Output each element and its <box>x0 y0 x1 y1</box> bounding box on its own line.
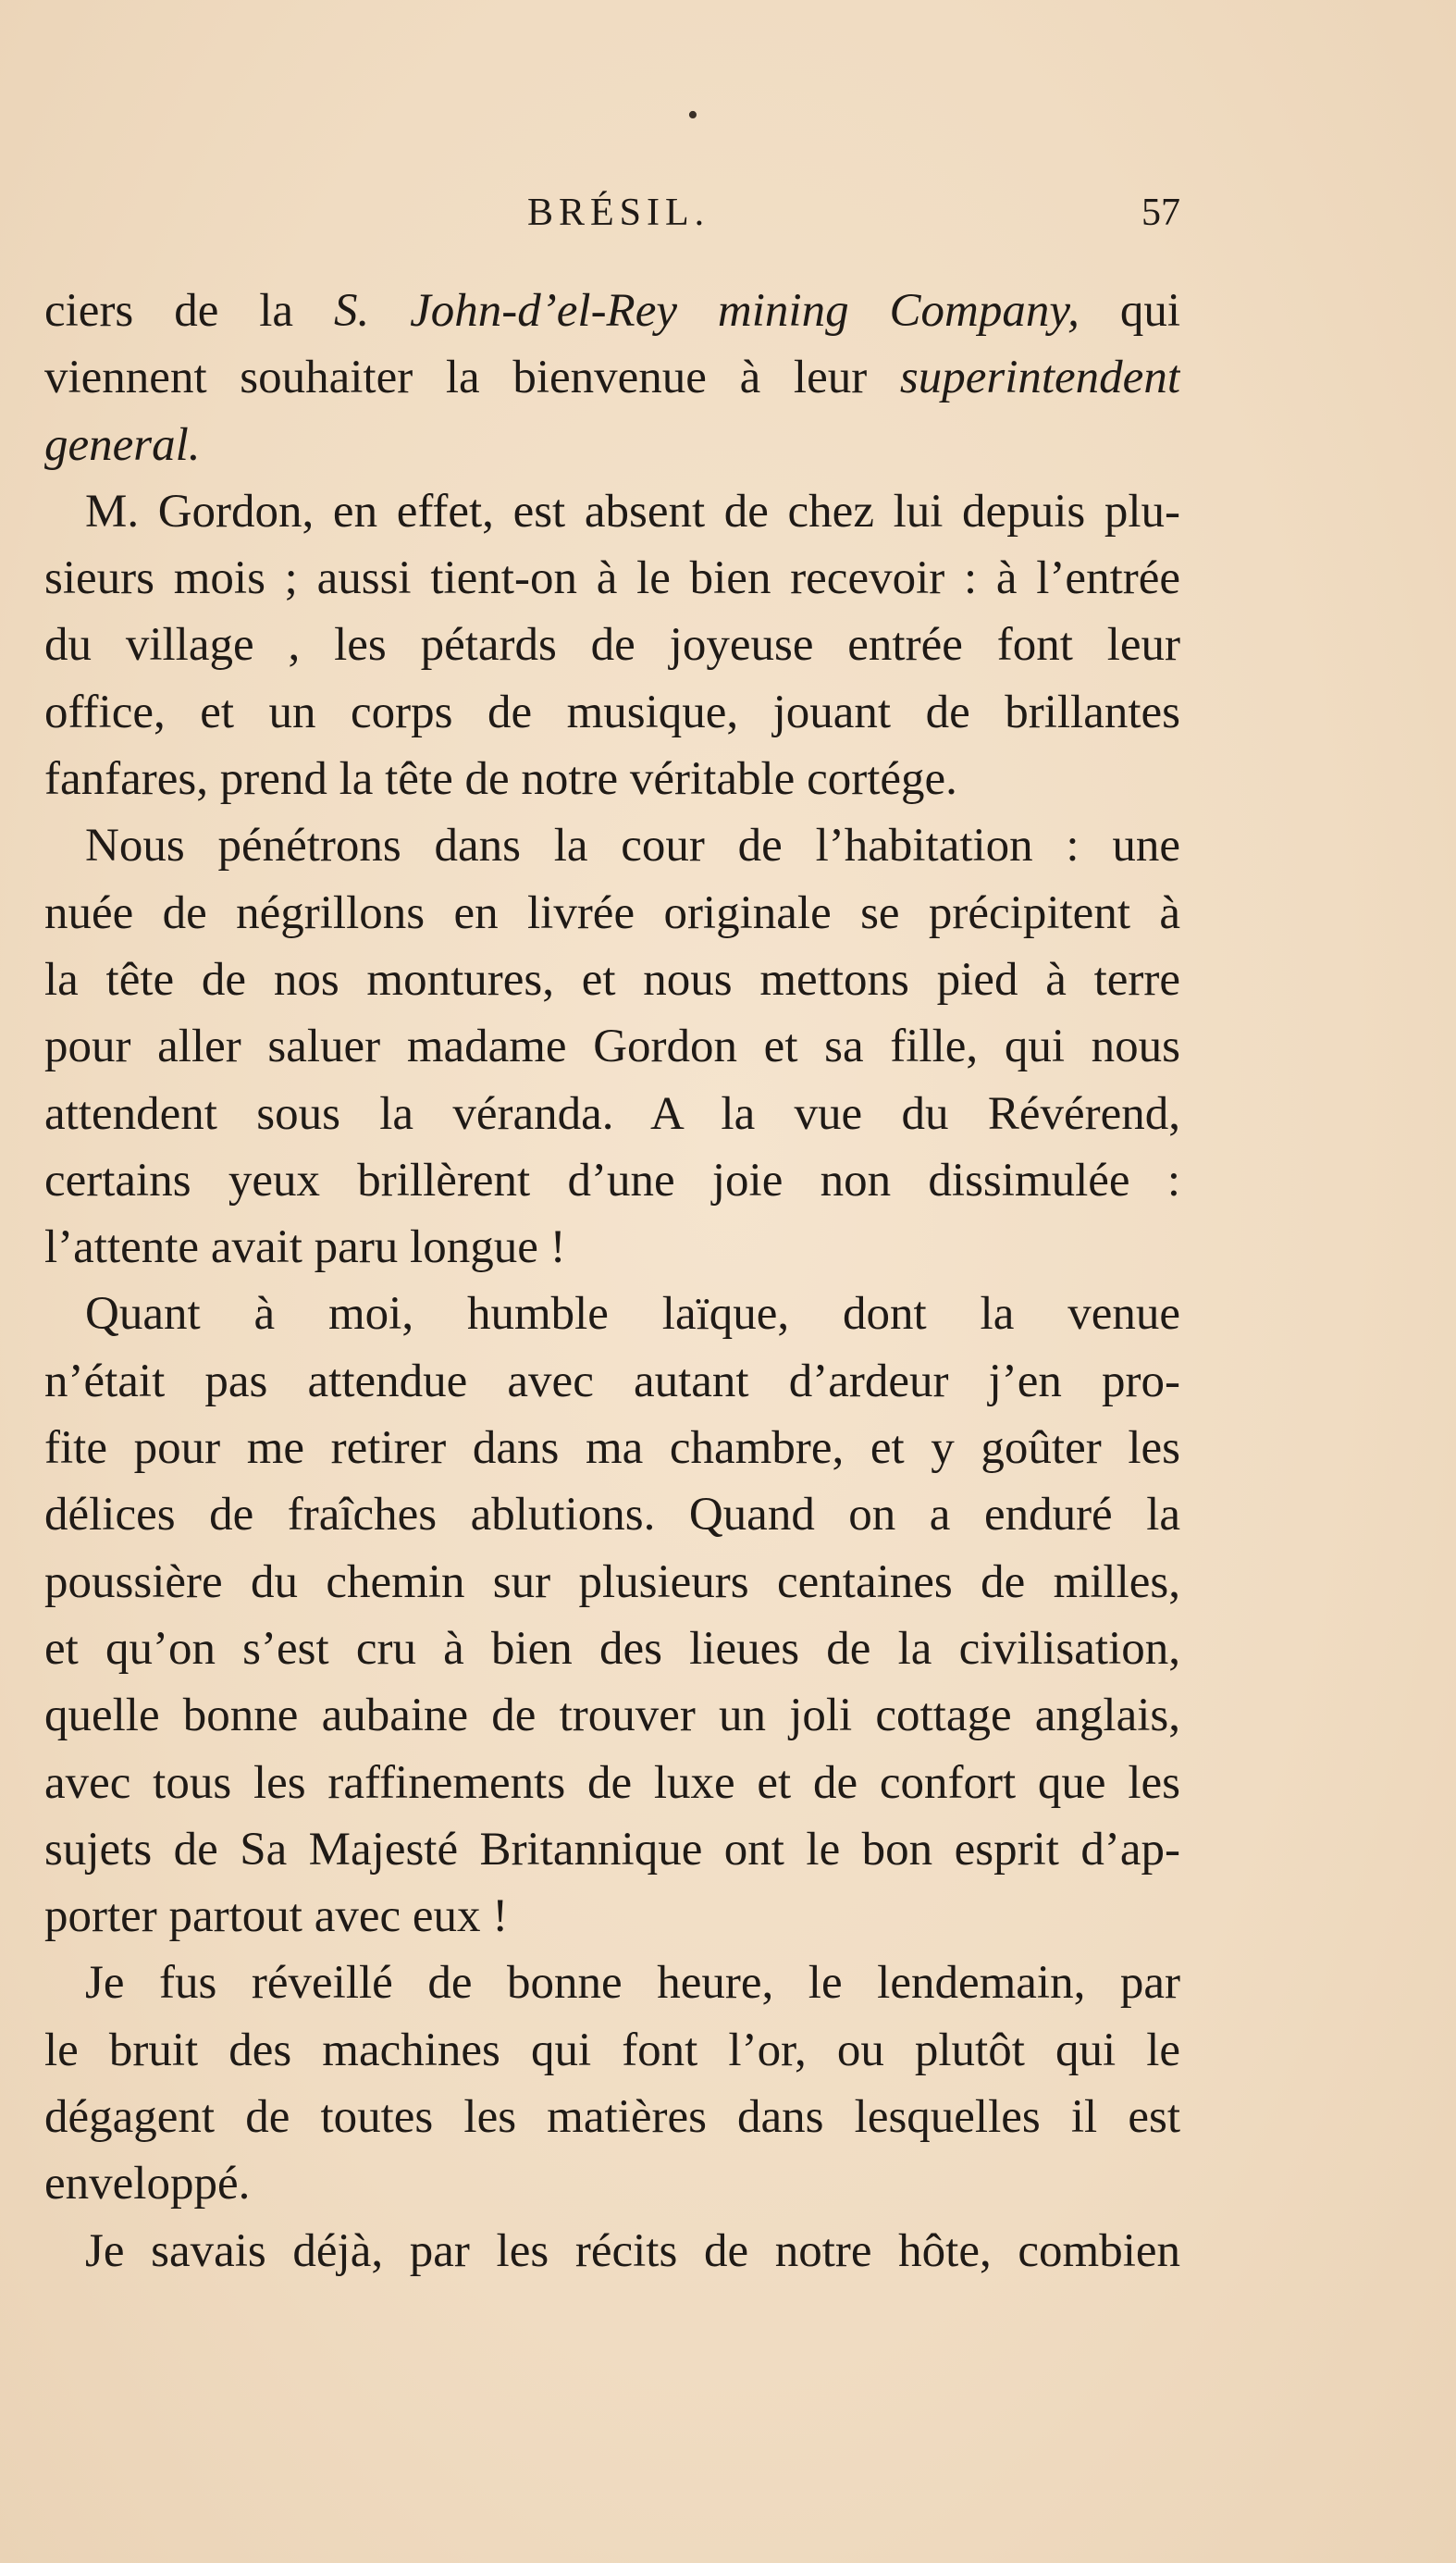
text-line <box>44 1682 1180 1749</box>
text-line <box>44 1214 1180 1281</box>
text-run: qui <box>1079 285 1180 337</box>
text-run: fanfares, prend la tête de notre véritable cortége. <box>44 753 957 806</box>
text-line <box>44 344 1180 411</box>
text-run: viennent souhaiter la bienvenue à leur <box>44 352 900 404</box>
text-line <box>44 1481 1180 1548</box>
text-run: la tête de nos montures, et nous mettons pied à terre <box>44 953 1180 1006</box>
text-run: enveloppé. <box>44 2158 251 2210</box>
text-run: le bruit des machines qui font l’or, ou plutôt qui le <box>44 2024 1180 2076</box>
text-line <box>44 278 1180 344</box>
text-line <box>44 412 1180 478</box>
text-line <box>44 880 1180 947</box>
text-run: Nous pénétrons dans la cour de l’habitation : une <box>85 820 1180 873</box>
text-line <box>44 1883 1180 1950</box>
text-run: et qu’on s’est cru à bien des lieues de la civilisation, <box>44 1622 1180 1675</box>
text-line <box>44 2017 1180 2084</box>
text-run: quelle bonne aubaine de trouver un joli cottage anglais, <box>44 1690 1180 1742</box>
text-run: dégagent de toutes les matières dans lesquelles il est <box>44 2091 1180 2144</box>
text-run: pour aller saluer madame Gordon et sa fille, qui nous <box>44 1021 1180 1073</box>
text-line <box>44 478 1180 545</box>
text-line <box>44 1950 1180 2016</box>
text-run: nuée de négrillons en livrée originale se précipitent à <box>44 886 1180 939</box>
text-run: M. Gordon, en effet, est absent de chez lui depuis plu- <box>85 485 1180 538</box>
text-run: Je savais déjà, par les récits de notre hôte, combien <box>85 2224 1180 2277</box>
text-line <box>44 1549 1180 1616</box>
text-line <box>44 947 1180 1013</box>
text-line <box>44 2150 1180 2217</box>
text-run: avec tous les raffinements de luxe et de confort que les <box>44 1756 1180 1809</box>
text-line <box>44 1750 1180 1816</box>
text-line <box>44 545 1180 612</box>
text-line <box>44 1616 1180 1682</box>
italic-text: S. John-d’el-Rey mining Company, <box>333 285 1080 337</box>
text-line <box>44 679 1180 746</box>
text-line <box>44 1013 1180 1080</box>
text-line <box>44 746 1180 812</box>
text-run: du village , les pétards de joyeuse entrée font leur <box>44 619 1180 672</box>
text-run: Je fus réveillé de bonne heure, le lendemain, par <box>85 1957 1180 2010</box>
text-run: certains yeux brillèrent d’une joie non dissimulée : <box>44 1154 1180 1207</box>
text-run: poussière du chemin sur plusieurs centaines de milles, <box>44 1555 1180 1608</box>
text-run: attendent sous la véranda. A la vue du Révérend, <box>44 1087 1180 1140</box>
text-run: n’était pas attendue avec autant d’ardeur j’en pro- <box>44 1355 1180 1407</box>
text-run: sieurs mois ; aussi tient-on à le bien recevoir : à l’entrée <box>44 552 1180 605</box>
text-line <box>44 2084 1180 2150</box>
ink-speck: • <box>687 98 698 132</box>
text-line <box>44 1281 1180 1347</box>
text-line <box>44 1081 1180 1147</box>
text-run: délices de fraîches ablutions. Quand on a enduré la <box>44 1489 1180 1542</box>
page-number: 57 <box>1141 192 1180 234</box>
text-run: ciers de la <box>44 285 334 337</box>
body-text <box>44 278 1180 2284</box>
text-run: l’attente avait paru longue ! <box>44 1221 566 1274</box>
text-line <box>44 812 1180 879</box>
text-line <box>44 1348 1180 1415</box>
text-run: Quant à moi, humble laïque, dont la venue <box>85 1288 1180 1341</box>
italic-text: general. <box>44 418 201 471</box>
text-line <box>44 612 1180 678</box>
italic-text: superintendent <box>899 352 1180 404</box>
text-run: fite pour me retirer dans ma chambre, et y goûter les <box>44 1422 1180 1475</box>
text-line <box>44 1415 1180 1481</box>
text-line <box>44 2218 1180 2284</box>
text-run: porter partout avec eux ! <box>44 1890 509 1943</box>
text-line <box>44 1816 1180 1883</box>
running-head <box>44 191 1180 246</box>
running-title: BRÉSIL. <box>527 192 710 234</box>
text-run: office, et un corps de musique, jouant de brillantes <box>44 686 1180 738</box>
text-line <box>44 1147 1180 1214</box>
text-run: sujets de Sa Majesté Britannique ont le bon esprit d’ap- <box>44 1823 1180 1876</box>
